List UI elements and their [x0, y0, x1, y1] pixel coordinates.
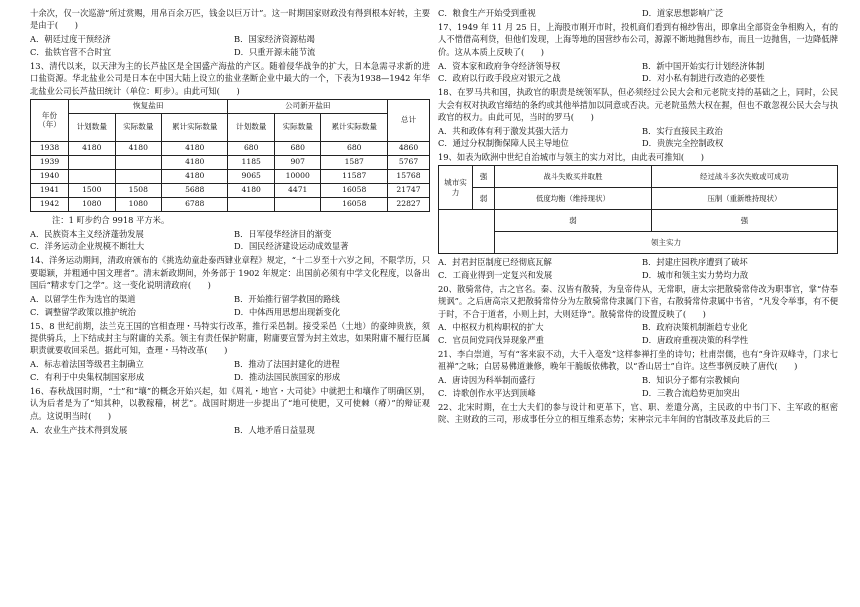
table-cell: 15768 — [388, 169, 430, 183]
header-new: 公司新开盐田 — [228, 99, 388, 113]
option-b[interactable]: B．日军侵华经济目的渐变 — [234, 229, 332, 239]
table-row — [31, 155, 430, 169]
header-restored: 恢复盐田 — [69, 99, 228, 113]
table-cell: 9065 — [228, 169, 275, 183]
table-cell: 4860 — [388, 141, 430, 155]
question-15-stem: 15、8 世纪前期，法兰克王国的宫相查理・马特实行改革，推行采邑制。接受采邑（土地）的豪绅贵族，须提供骑兵，上下结成封主与附庸的关系。领主有责任保护附庸，附庸要宣誓为封主效忠，如果附庸不履行臣属职责就要收回采邑。据此可知，查理・马特改革( ) — [30, 320, 430, 356]
table-cell: 1080 — [115, 197, 162, 211]
option-c[interactable]: C．调整留学政策以推护统治 — [30, 306, 136, 317]
question-13-stem: 13、清代以来，以天津为主的长芦盐区是全国盛产海盐的产区。随着侵华战争的扩大，日本急需寻求新的进口盐资源。华北盐业公司是日本在中国大陆上设立的盐业垄断企业中最大的一个，下表为1938—1942 年华北盐业公司长芦盐田统计（单位：町步）。由此可知( ) — [30, 60, 430, 96]
subheader: 计划数量 — [228, 113, 275, 141]
row-header-city-strength: 城市实力 — [439, 166, 473, 210]
table-row — [31, 183, 430, 197]
table-cell: 1941 — [31, 183, 69, 197]
table-cell: 680 — [274, 141, 321, 155]
question-16-stem: 16、春秋战国时期，“士”和“壤”的概念开始兴起，如《周礼・地官・大司徒》中就把土和壤作了明确区别，认为后者是为了“知其种，以教稼穑，树艺”。战国时期进一步提出了“地可使肥，又可使棘（瘠）”的辩证观点。这说明当时( ) — [30, 385, 430, 421]
city-lord-table — [438, 165, 838, 254]
table-cell — [228, 197, 275, 211]
cell-weak-vs-weak: 低度均衡（维持现状） — [495, 188, 652, 210]
option-a[interactable]: A．封君封臣制度已经彻底瓦解 — [438, 257, 552, 268]
table-cell: 4471 — [274, 183, 321, 197]
label-lord-strong: 强 — [651, 210, 837, 232]
table-cell: 4180 — [69, 141, 116, 155]
question-18-stem: 18、在罗马共和国，执政官的职责是统领军队，但必须经过公民大会和元老院支持的基础之上，同时，公民大会有权对执政官缔结的条约或其他举措加以同意或否决。元老院虽然大权在握，但也不敢忽视公民大会与执政官的权力。由此可见，当时的罗马( ) — [438, 87, 838, 122]
table-cell: 4180 — [162, 169, 228, 183]
option-a[interactable]: A．朝廷过度干预经济 — [30, 34, 111, 45]
option-b[interactable]: B．封建庄园秩序遭到了破坏 — [642, 257, 748, 268]
table-cell: 4180 — [115, 141, 162, 155]
header-total: 总计 — [388, 99, 430, 141]
option-d[interactable]: D．推动法国民族国家的形成 — [234, 371, 341, 382]
label-strong: 强 — [473, 166, 495, 188]
option-d[interactable]: D．三教合流趋势更加突出 — [642, 387, 740, 398]
question-12-stem: 十余次，仅一次巡游“所过赏赐，用帛百余万匹，钱金以巨万计”。这一时期国家财政没有得到根本好转，主要是由于( ) — [30, 8, 430, 31]
table-cell: 1942 — [31, 197, 69, 211]
table-cell: 5688 — [162, 183, 228, 197]
table-cell: 1080 — [69, 197, 116, 211]
table-cell: 6788 — [162, 197, 228, 211]
option-c[interactable]: C．工商业得到一定复兴和发展 — [438, 269, 553, 280]
option-c[interactable]: C．政府以行政手段应对银元之战 — [438, 73, 561, 84]
question-21-options — [438, 374, 838, 399]
option-a[interactable]: A．标志着法国等级君主制确立 — [30, 359, 144, 370]
option-c[interactable]: C．诗歌创作水平达到顶峰 — [438, 387, 536, 398]
option-d[interactable]: D．只重开源未能节流 — [234, 46, 316, 57]
option-b[interactable]: B．开始推行留学救国的路线 — [234, 294, 340, 305]
table-cell: 1508 — [115, 183, 162, 197]
table-cell: 16058 — [321, 197, 388, 211]
table-cell: 680 — [228, 141, 275, 155]
option-d[interactable]: D．城市和领主实力势均力敌 — [642, 269, 749, 280]
table-cell: 4180 — [228, 183, 275, 197]
question-16-options — [30, 424, 430, 436]
question-22-stem: 22、北宋时期，在士大夫们的参与设计和更革下，官、职、差遣分离，主民政的中书门下、主军政的枢密院、主财政的三司，形成事任分立的相互维系态势；宋神宗元丰年间的官制改革及此后的三 — [438, 401, 838, 424]
cell-strong-vs-weak: 战斗失败买并取胜 — [495, 166, 652, 188]
option-a[interactable]: A．民族资本主义经济蓬勃发展 — [30, 229, 144, 239]
question-20-options — [438, 321, 838, 346]
table-cell: 1939 — [31, 155, 69, 169]
header-year: 年份（年） — [31, 99, 69, 141]
table-cell: 907 — [274, 155, 321, 169]
subheader: 累计实际数量 — [162, 113, 228, 141]
table-row — [31, 141, 430, 155]
option-a[interactable]: A．资本家和政府争夺经济领导权 — [438, 60, 561, 71]
option-a[interactable]: A．唐诗因为科举制而盛行 — [438, 375, 536, 386]
option-a[interactable]: A．中枢权力机构职权的扩大 — [438, 322, 544, 333]
label-lord-weak: 弱 — [495, 210, 652, 232]
option-a[interactable]: A．共和政体有利于激发其强大活力 — [438, 125, 569, 136]
option-c[interactable]: C．盐铁官营不合时宜 — [30, 46, 112, 57]
question-19-stem: 19、如表为欧洲中世纪自治城市与领主的实力对比，由此表可推知( ) — [438, 152, 704, 163]
question-15-options — [30, 358, 430, 383]
option-b[interactable]: B．人地矛盾日益显现 — [234, 424, 315, 435]
table-cell: 5767 — [388, 155, 430, 169]
subheader: 计划数量 — [69, 113, 116, 141]
cell-weak-vs-strong: 压制（重新维持现状） — [651, 188, 837, 210]
label-weak: 弱 — [473, 188, 495, 210]
option-b[interactable]: B．政府决策机制渐趋专业化 — [642, 322, 748, 333]
table-row — [31, 197, 430, 211]
col-header-lord-strength: 领主实力 — [495, 232, 838, 254]
corner-blank — [439, 210, 495, 254]
option-b[interactable]: B．推动了法国封建化的进程 — [234, 359, 340, 370]
option-d[interactable]: D．国民经济建设运动成效显著 — [234, 241, 349, 252]
question-20-stem: 20、散骑常侍，古之官名。秦、汉皆有散骑，为皇帝侍从，无常职，唐太宗把散骑常侍改为职事官，掌“侍奉规讽”。之后唐高宗又把散骑常侍分为左散骑常侍隶属门下省，右散骑常侍隶属中书省，“凡发令举事，有不便于时，不合于道者，小则上封，大则廷诤”。散骑常侍的设置反映了( ) — [438, 283, 838, 319]
salt-field-table — [30, 99, 430, 212]
table-cell: 680 — [321, 141, 388, 155]
option-c[interactable]: C．通过分权制衡保障人民主导地位 — [438, 138, 569, 149]
table-cell — [115, 155, 162, 169]
option-b[interactable]: B．国家经济资源枯竭 — [234, 34, 315, 45]
option-d[interactable]: D．中体西用思想出现新变化 — [234, 306, 341, 317]
right-column — [438, 7, 838, 427]
table-cell: 1185 — [228, 155, 275, 169]
option-d[interactable]: D．对小私有制进行改造的必要性 — [642, 73, 765, 84]
table-cell — [69, 155, 116, 169]
table-cell — [69, 169, 116, 183]
subheader: 实际数量 — [115, 113, 162, 141]
question-19-options — [438, 256, 838, 281]
question-14-options — [30, 293, 430, 318]
option-c[interactable]: C．官员间党同伐异现象严重 — [438, 334, 544, 345]
table-cell: 10000 — [274, 169, 321, 183]
subheader: 实际数量 — [274, 113, 321, 141]
table-row — [31, 169, 430, 183]
table-cell: 1500 — [69, 183, 116, 197]
option-a[interactable]: A．农业生产技术得到发展 — [30, 424, 128, 435]
table-cell: 21747 — [388, 183, 430, 197]
option-b[interactable]: B．实行直接民主政治 — [642, 125, 723, 136]
question-17-options — [438, 60, 838, 85]
table-cell: 11587 — [321, 169, 388, 183]
question-18-options — [438, 125, 838, 150]
question-17-stem: 17、1949 年 11 月 25 日，上海股市刚开市时，投机商们看到有棉纱售出，即拿出全部资金争相购入，有的人不惜借高利贷，但他们发现，上海等地的国营纱布公司，源源不断地抛售纱布，而且一边抛售，一边降低牌价。这从本质上反映了( ) — [438, 21, 838, 57]
subheader: 累计实际数量 — [321, 113, 388, 141]
cell-strong-vs-strong: 经过战斗多次失败或可成功 — [651, 166, 837, 188]
option-c[interactable]: C．有利于中央集权制国家形成 — [30, 371, 145, 382]
option-b[interactable]: B．知识分子都有宗教倾向 — [642, 375, 740, 386]
option-c[interactable]: C．洋务运动企业规模不断壮大 — [30, 241, 145, 252]
table-cell — [115, 169, 162, 183]
question-21-stem: 21、李白崇道，写有“客来寂不动，大千入毫发”这样参禅打坐的诗句；杜甫崇儒，也有“身许双峰寺，门求七祖禅”之咏；白居易佛道兼修，晚年干脆皈依佛教，以“香山居士”自许。这些事例反映了唐代( ) — [438, 348, 838, 372]
option-c[interactable]: C．粮食生产开始受到重视 — [438, 8, 536, 18]
question-16-options-cont — [438, 7, 838, 19]
option-d[interactable]: D．唐政府重视决策的科学性 — [642, 334, 749, 345]
table-cell: 1587 — [321, 155, 388, 169]
option-d[interactable]: D．贵族完全控制政权 — [642, 138, 724, 149]
table-cell: 1940 — [31, 169, 69, 183]
table-cell — [274, 197, 321, 211]
question-12-options — [30, 33, 430, 58]
table-cell: 16058 — [321, 183, 388, 197]
left-column — [30, 7, 430, 438]
option-b[interactable]: B．新中国开始实行计划经济体制 — [642, 60, 765, 71]
option-d[interactable]: D．道家思想影响广泛 — [642, 8, 724, 18]
option-a[interactable]: A．以留学生作为选官的渠道 — [30, 294, 136, 305]
table-cell: 1938 — [31, 141, 69, 155]
table-cell: 22827 — [388, 197, 430, 211]
question-13-options — [30, 228, 430, 253]
table-note: 注：1 町步约合 9918 平方米。 — [52, 214, 170, 225]
table-cell: 4180 — [162, 155, 228, 169]
question-14-stem: 14、洋务运动期间，清政府颁布的《挑选幼童赴泰西肄业章程》规定，“十二岁至十六岁之间，不限学历，只要聪颖，并粗通中国文理者”。清末新政期间，外务部于 1902 年规定：出国前必须有中学文化程度，以备出国后“精求专门之学”。这一变化说明清政府( ) — [30, 255, 430, 291]
table-cell: 4180 — [162, 141, 228, 155]
